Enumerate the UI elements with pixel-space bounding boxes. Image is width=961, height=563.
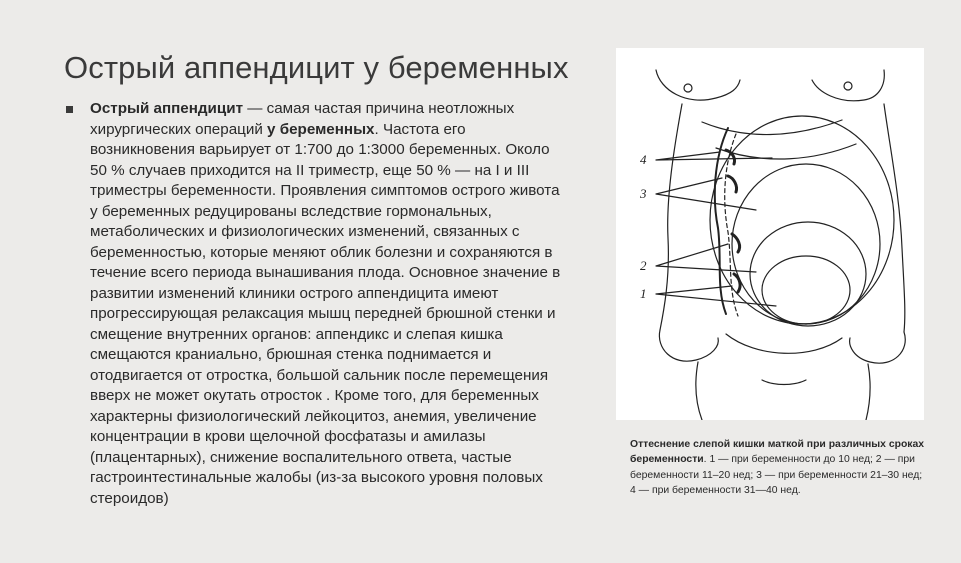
appendix-mark-1 bbox=[734, 274, 740, 292]
nipple-right bbox=[844, 82, 852, 90]
term-appendicitis: Острый аппендицит bbox=[90, 100, 244, 117]
slide-title: Острый аппендицит у беременных bbox=[64, 50, 569, 85]
anatomy-illustration bbox=[616, 48, 924, 420]
bullet-paragraph bbox=[90, 99, 562, 509]
figure-label-1: 1 bbox=[640, 286, 647, 301]
symphysis bbox=[762, 380, 806, 385]
figure-label-2: 2 bbox=[640, 258, 647, 273]
caption-bold: Оттеснение слепой кишки маткой при различных сроках беременности bbox=[630, 439, 925, 466]
pelvis-inner bbox=[726, 334, 842, 353]
figure-label-3: 3 bbox=[640, 186, 647, 201]
paragraph-part-2: . Частота его возникновения варьирует от 1:700 до 1:3000 беременных. Около 50 % случаев приходится на II триместр, еще 50 % — на I и III триместры беременности. Проявления симптомов острого живота у беременных редуцированы вследствие гормональных, метаболических и физиологических изменений, связанных с беременностью, которые меняют облик болезни и сохраняются в течение всего периода вынашивания плода. Основное значение в развитии изменений клиники острого аппендицита имеют прогрессирующая релаксация мышц передней брюшной стенки и смещение внутренних органов: аппендикс и слепая кишка смещаются краниально, брюшная стенка поднимается и отодвигается от отростка, большой сальник после перемещения вверх не может окутать отросток . Кроме того, для беременных характерны физиологический лейкоцитоз, анемия, увеличение концентрации в крови щелочной фосфатазы и амилазы (плацентарных), снижение воспалительного ответа, частые гастроинтестинальные жалобы (из-за высокого уровня половых стероидов) bbox=[90, 120, 561, 507]
figure-label-4: 4 bbox=[640, 152, 647, 167]
breast-outline-right bbox=[812, 70, 884, 101]
pelvis-right bbox=[850, 332, 906, 363]
appendix-mark-2 bbox=[732, 234, 740, 252]
bullet-marker bbox=[66, 106, 73, 113]
pelvis-left bbox=[659, 330, 718, 361]
uterus-outline-1 bbox=[762, 256, 850, 324]
femur-left bbox=[696, 362, 702, 420]
caption-text: . 1 — при беременности до 10 нед; 2 — при беременности 11–20 нед; 3 — при беременности 21–30 нед; 4 — при беременности 31—40 нед. bbox=[630, 454, 923, 496]
anatomy-figure bbox=[616, 48, 924, 420]
femur-right bbox=[866, 364, 870, 420]
figure-caption bbox=[630, 437, 930, 498]
breast-outline-left bbox=[656, 70, 740, 100]
appendix-mark-3 bbox=[728, 176, 737, 192]
term-pregnant: у беременных bbox=[267, 120, 375, 138]
paragraph-part-1: — самая частая причина неотложных хирургических операций bbox=[90, 100, 515, 138]
bullet-item bbox=[62, 99, 562, 524]
leader-line-1 bbox=[656, 286, 776, 306]
nipple-left bbox=[684, 84, 692, 92]
appendix-mark-4 bbox=[726, 150, 735, 164]
